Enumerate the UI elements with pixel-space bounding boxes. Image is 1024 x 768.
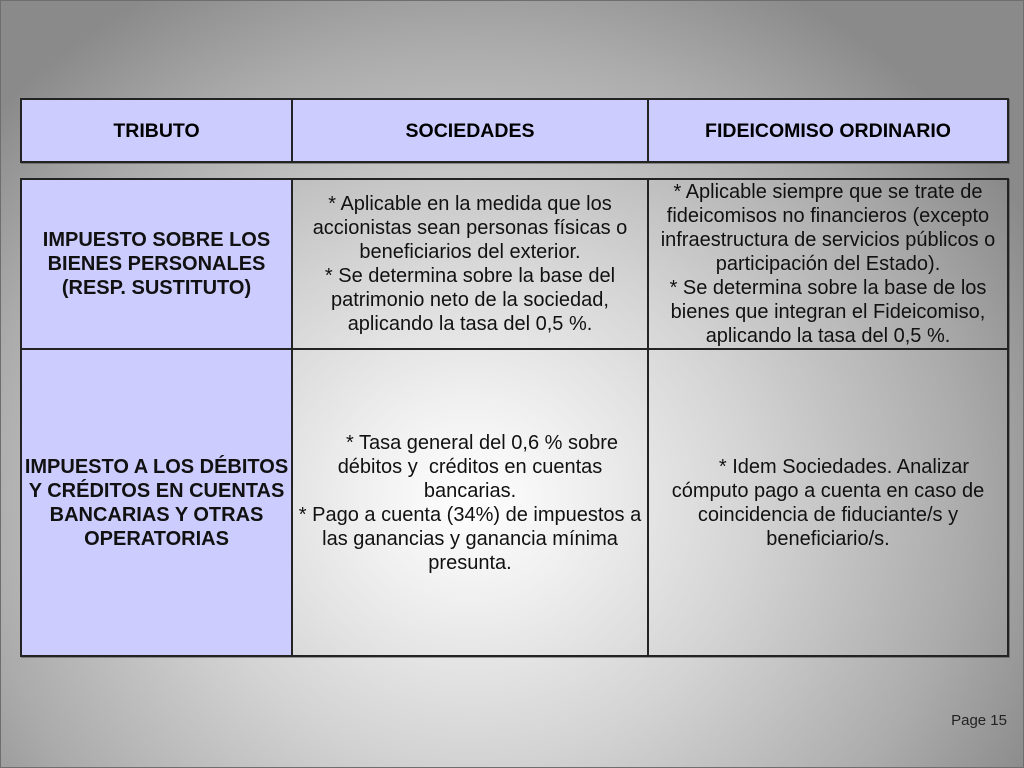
table-row: [22, 350, 1007, 655]
fideicomiso-text: * Idem Sociedades. Analizar cómputo pago a cuenta en caso de coincidencia de fiduciante/s y beneficiario/s.: [671, 455, 985, 550]
fideicomiso-text: * Aplicable siempre que se trate de fideicomisos no financieros (excepto infraestructura de servicios públicos o participación del Estado). * Se determina sobre la base de los bienes que integran el Fideicomiso, aplicando la tasa del 0,5 %.: [660, 181, 996, 347]
tax-comparison-table: [20, 178, 1009, 657]
header-cell-fideicomiso: [649, 100, 1007, 161]
header-fideicomiso-label: FIDEICOMISO ORDINARIO: [705, 119, 951, 142]
tributo-text: IMPUESTO SOBRE LOS BIENES PERSONALES (RESP. SUSTITUTO): [42, 229, 271, 299]
sociedades-text: * Tasa general del 0,6 % sobre débitos y créditos en cuentas bancarias. * Pago a cuenta (34%) de impuestos a las ganancias y ganancia mínima presunta.: [298, 431, 642, 574]
sociedades-cell: [293, 350, 649, 655]
header-cell-tributo: [22, 100, 293, 161]
header-tributo-label: TRIBUTO: [113, 119, 200, 142]
tributo-text: IMPUESTO A LOS DÉBITOS Y CRÉDITOS EN CUENTAS BANCARIAS Y OTRAS OPERATORIAS: [24, 455, 289, 550]
fideicomiso-cell: [649, 180, 1007, 348]
header-row: [22, 100, 1007, 161]
header-table: [20, 98, 1009, 163]
page-number: Page 15: [951, 712, 1007, 729]
tributo-cell: [22, 350, 293, 655]
header-cell-sociedades: [293, 100, 649, 161]
sociedades-text: * Aplicable en la medida que los accionistas sean personas físicas o beneficiarios del exterior. * Se determina sobre la base del patrimonio neto de la sociedad, aplicando la tasa del 0,5 %.: [312, 193, 628, 335]
fideicomiso-cell: [649, 350, 1007, 655]
table-row: [22, 180, 1007, 350]
tributo-cell: [22, 180, 293, 348]
header-sociedades-label: SOCIEDADES: [405, 119, 535, 142]
sociedades-cell: [293, 180, 649, 348]
